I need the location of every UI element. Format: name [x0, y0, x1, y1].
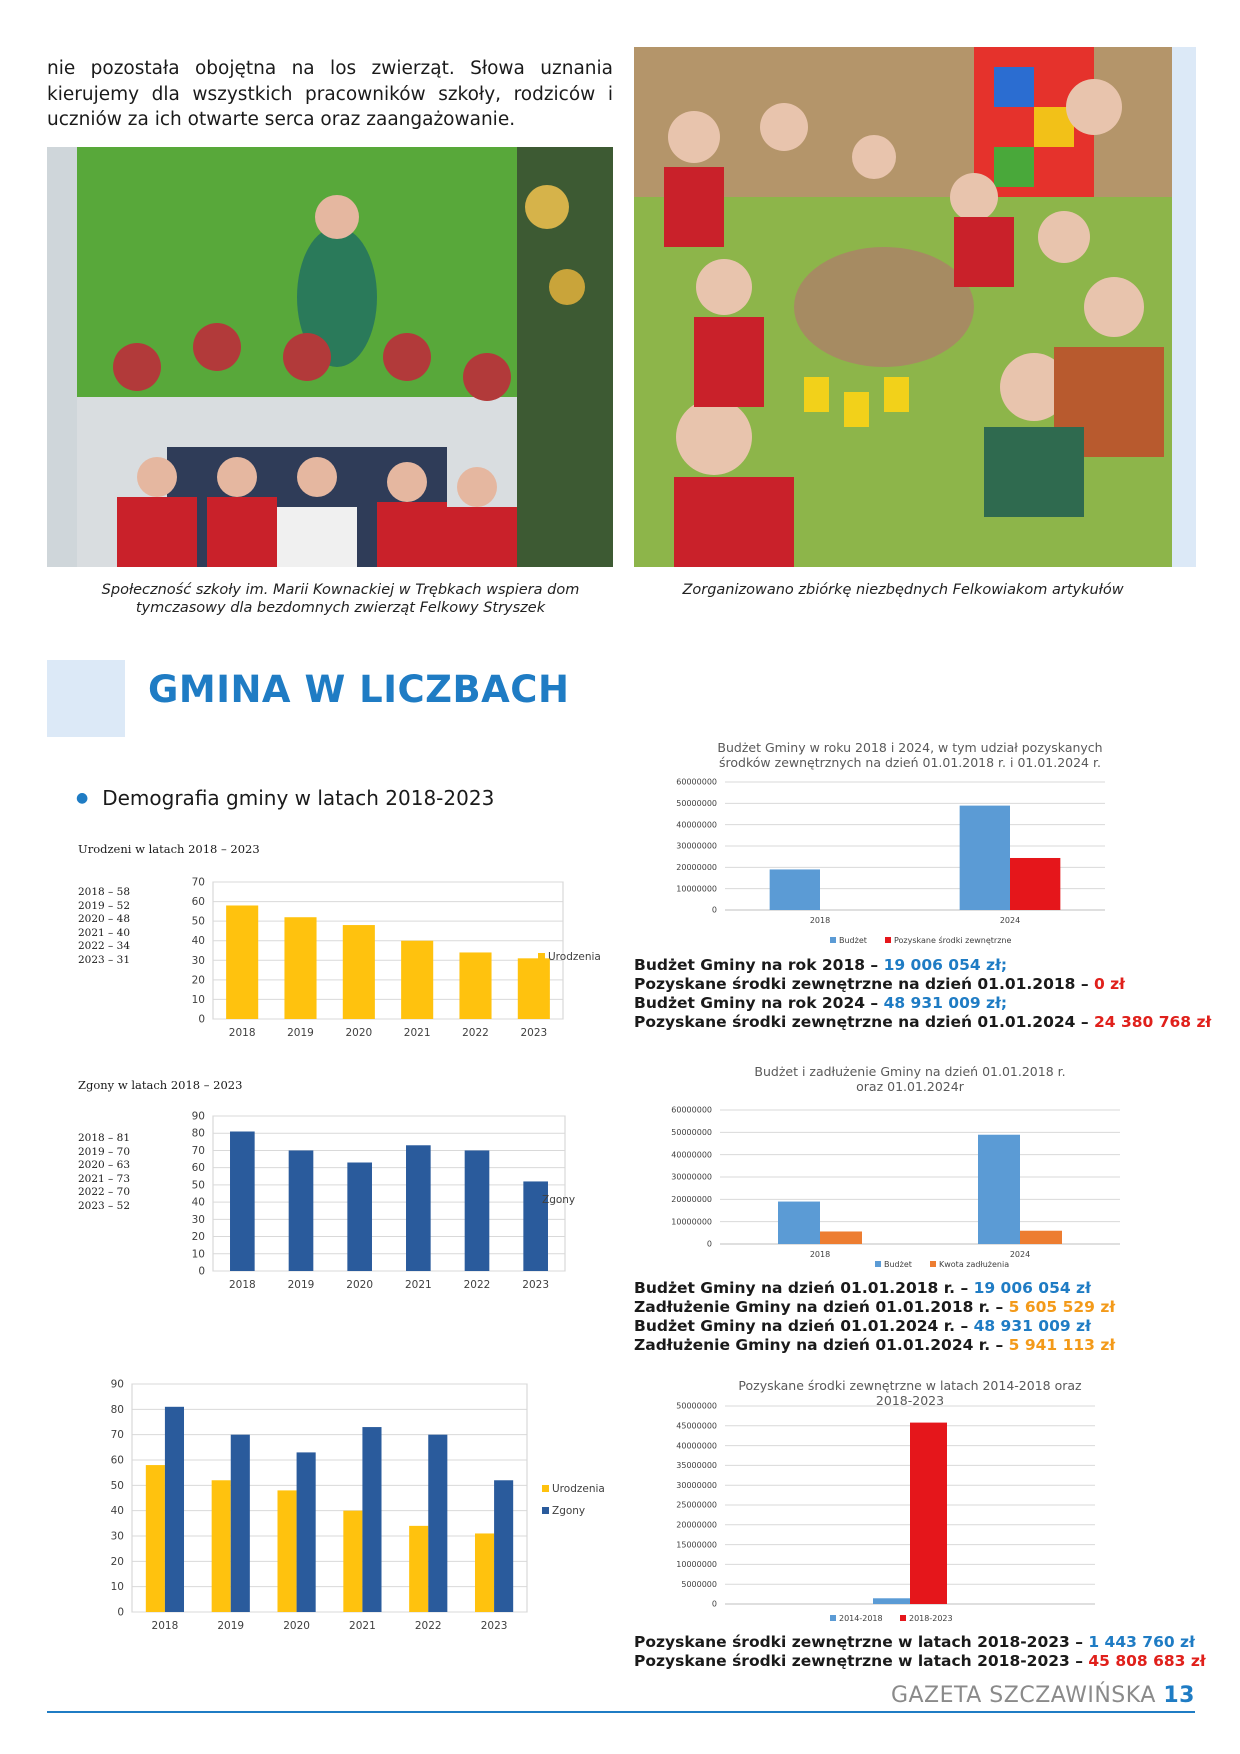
chart-bar: [343, 925, 375, 1019]
chart-x-tick: 2019: [217, 1620, 245, 1632]
chart-y-tick: 80: [110, 1403, 124, 1416]
chart-y-tick: 30000000: [676, 1480, 717, 1490]
chart-bar: [284, 917, 316, 1019]
chart-bar: [820, 1231, 862, 1244]
chart-x-tick: 2019: [287, 1027, 314, 1039]
funds-info-label: Pozyskane środki zewnętrzne w latach 2018-2023 –: [634, 1652, 1089, 1670]
chart-y-tick: 15000000: [676, 1540, 717, 1550]
chart-y-tick: 20000000: [671, 1195, 712, 1204]
births-list: [78, 886, 130, 967]
chart-title-line: 2018-2023: [875, 1393, 945, 1408]
chart-y-tick: 0: [198, 1013, 205, 1026]
funds-info-value: 45 808 683 zł: [1088, 1652, 1206, 1670]
births-list-item: 2019 – 52: [78, 899, 131, 912]
chart-bar: [428, 1435, 447, 1612]
chart-x-tick: 2024: [999, 916, 1021, 925]
births-list-item: 2018 – 58: [78, 886, 131, 898]
budget-info-line: [634, 1013, 1211, 1032]
chart-bar: [146, 1465, 165, 1612]
chart-y-tick: 10: [110, 1581, 124, 1594]
photo-school-children: [47, 147, 613, 567]
budget-info-value: 19 006 054 zł;: [883, 956, 1008, 974]
budget-info-line: [634, 956, 1211, 975]
chart-y-tick: 0: [117, 1606, 124, 1619]
chart-y-tick: 60000000: [676, 777, 717, 787]
chart-y-tick: 10000000: [671, 1217, 712, 1227]
deaths-list-item: 2022 – 70: [78, 1186, 131, 1198]
chart-y-tick: 70: [191, 1144, 205, 1157]
chart-x-tick: 2018: [809, 916, 831, 925]
chart-legend-swatch: [830, 937, 836, 943]
chart-legend-label: Budżet: [884, 1260, 912, 1269]
chart-x-tick: 2018: [809, 1250, 831, 1259]
chart-bar: [343, 1511, 362, 1612]
chart-y-tick: 40: [191, 935, 205, 948]
chart-x-tick: 2021: [349, 1620, 376, 1632]
budget-chart: [640, 738, 1180, 948]
chart-x-tick: 2019: [287, 1279, 315, 1291]
chart-y-tick: 35000000: [676, 1461, 717, 1471]
chart-y-tick: 10: [191, 993, 205, 1006]
budget-info-value: 24 380 768 zł: [1093, 1013, 1212, 1031]
chart-bar: [475, 1533, 494, 1612]
debt-info-value: 5 941 113 zł: [1008, 1336, 1116, 1354]
chart-title-line: Budżet i zadłużenie Gminy na dzień 01.01.2018 r.: [754, 1064, 1066, 1079]
births-heading: Urodzeni w latach 2018 – 2023: [78, 842, 260, 856]
chart-y-tick: 40000000: [676, 820, 717, 830]
chart-x-tick: 2022: [414, 1620, 442, 1632]
deaths-list-item: 2023 – 52: [78, 1199, 131, 1212]
funds-info: [634, 1633, 1206, 1671]
chart-legend-label: 2018-2023: [909, 1614, 953, 1623]
chart-title: [738, 1378, 1082, 1408]
births-chart: [160, 872, 620, 1052]
footer: [891, 1683, 1195, 1708]
chart-x-tick: 2021: [403, 1027, 431, 1039]
debt-info-value: 19 006 054 zł: [973, 1279, 1091, 1297]
chart-y-tick: 60: [110, 1454, 124, 1467]
chart-title-line: oraz 01.01.2024r: [856, 1079, 964, 1094]
budget-info-line: [634, 994, 1211, 1013]
chart-title-line: Pozyskane środki zewnętrzne w latach 2014-2018 oraz: [738, 1378, 1082, 1393]
chart-y-tick: 45000000: [676, 1421, 717, 1431]
chart-bar: [347, 1163, 372, 1272]
chart-bar: [362, 1427, 381, 1612]
chart-y-tick: 50: [191, 1179, 205, 1192]
chart-bar: [465, 1150, 490, 1271]
chart-legend-swatch: [830, 1615, 836, 1621]
chart-legend-label: Budżet: [839, 936, 867, 945]
footer-rule: [47, 1711, 1195, 1713]
budget-info-value: 0 zł: [1093, 975, 1125, 993]
chart-y-tick: 10000000: [676, 1560, 717, 1570]
chart-bar: [231, 1435, 250, 1612]
chart-legend-swatch: [875, 1261, 881, 1267]
chart-y-tick: 20: [191, 1231, 205, 1244]
combined-chart: [90, 1372, 630, 1632]
chart-legend-swatch: [542, 1507, 549, 1514]
chart-legend-swatch: [532, 1196, 539, 1203]
debt-info-line: [634, 1317, 1115, 1336]
chart-bar: [297, 1452, 316, 1612]
chart-legend-label: Zgony: [552, 1505, 586, 1517]
chart-y-tick: 30: [191, 954, 205, 967]
chart-legend-swatch: [900, 1615, 906, 1621]
chart-x-tick: 2020: [345, 1027, 373, 1039]
debt-info-line: [634, 1298, 1115, 1317]
chart-y-tick: 30: [110, 1530, 124, 1543]
debt-info-label: Budżet Gminy na dzień 01.01.2018 r. –: [634, 1279, 974, 1297]
debt-info-label: Zadłużenie Gminy na dzień 01.01.2024 r. –: [634, 1336, 1009, 1354]
chart-x-tick: 2020: [346, 1279, 374, 1291]
chart-bar: [1010, 858, 1060, 910]
chart-x-tick: 2018: [228, 1279, 256, 1291]
chart-legend-label: Urodzenia: [552, 1483, 605, 1495]
debt-info: [634, 1279, 1115, 1355]
bullet-dot: ●: [76, 790, 89, 806]
chart-legend-label: Urodzenia: [548, 951, 601, 963]
chart-bar: [778, 1202, 820, 1244]
deaths-list-item: 2019 – 70: [78, 1145, 131, 1158]
debt-info-value: 5 605 529 zł: [1008, 1298, 1116, 1316]
bullet-demography: [76, 786, 494, 810]
chart-y-tick: 20000000: [676, 863, 717, 872]
chart-x-tick: 2024: [1009, 1250, 1031, 1259]
chart-bar: [165, 1407, 184, 1612]
chart-y-tick: 10000000: [676, 884, 717, 894]
page-number: 13: [1163, 1683, 1195, 1708]
chart-y-tick: 0: [198, 1265, 205, 1278]
funds-info-line: [634, 1633, 1206, 1652]
chart-title-line: Budżet Gminy w roku 2018 i 2024, w tym udział pozyskanych: [717, 740, 1103, 755]
budget-info-line: [634, 975, 1211, 994]
chart-x-tick: 2021: [404, 1279, 432, 1291]
chart-bar: [277, 1490, 296, 1612]
chart-bar: [770, 869, 820, 910]
chart-y-tick: 30000000: [671, 1172, 712, 1182]
chart-bar: [459, 952, 491, 1019]
debt-chart: [640, 1062, 1180, 1272]
chart-x-tick: 2018: [151, 1620, 179, 1632]
chart-legend-swatch: [542, 1485, 549, 1492]
debt-info-label: Budżet Gminy na dzień 01.01.2024 r. –: [634, 1317, 974, 1335]
deaths-list-item: 2018 – 81: [78, 1132, 131, 1144]
chart-bar: [212, 1480, 231, 1612]
chart-y-tick: 20: [110, 1555, 124, 1568]
chart-bar: [873, 1598, 910, 1604]
chart-frame: [213, 1116, 565, 1271]
funds-info-line: [634, 1652, 1206, 1671]
funds-info-value: 1 443 760 zł: [1088, 1633, 1195, 1651]
chart-x-tick: 2023: [522, 1279, 550, 1291]
births-list-item: 2020 – 48: [78, 913, 131, 925]
chart-legend-swatch: [885, 937, 891, 943]
chart-y-tick: 50000000: [671, 1128, 712, 1137]
chart-y-tick: 40000000: [671, 1150, 712, 1160]
chart-y-tick: 70: [110, 1429, 124, 1442]
births-list-item: 2023 – 31: [78, 953, 131, 966]
chart-y-tick: 30000000: [676, 841, 717, 851]
chart-y-tick: 90: [110, 1378, 124, 1391]
chart-legend-label: 2014-2018: [839, 1614, 883, 1623]
chart-y-tick: 60000000: [671, 1105, 712, 1115]
chart-bar: [406, 1145, 431, 1271]
chart-legend-swatch: [538, 953, 545, 960]
chart-bar: [230, 1132, 255, 1272]
chart-legend-label: Zgony: [542, 1194, 576, 1206]
chart-bar: [910, 1423, 947, 1604]
bullet-text: Demografia gminy w latach 2018-2023: [102, 786, 495, 810]
chart-bar: [518, 958, 550, 1019]
chart-y-tick: 90: [191, 1110, 205, 1123]
chart-bar: [960, 806, 1010, 910]
section-square: [47, 660, 125, 737]
chart-x-tick: 2018: [228, 1027, 256, 1039]
chart-bar: [401, 941, 433, 1019]
chart-x-tick: 2020: [283, 1620, 310, 1632]
chart-y-tick: 0: [711, 905, 717, 915]
budget-info-label: Pozyskane środki zewnętrzne na dzień 01.01.2018 –: [634, 975, 1094, 993]
chart-bar: [978, 1135, 1020, 1244]
chart-y-tick: 40000000: [676, 1441, 717, 1451]
debt-info-value: 48 931 009 zł: [973, 1317, 1091, 1335]
chart-y-tick: 20: [191, 974, 205, 987]
chart-frame: [213, 882, 563, 1019]
chart-y-tick: 0: [706, 1239, 712, 1249]
chart-y-tick: 70: [191, 876, 205, 889]
caption-left: Społeczność szkoły im. Marii Kownackiej w Trębkach wspiera dom tymczasowy dla bezdomnych zwierząt Felkowy Stryszek: [101, 582, 580, 616]
chart-bar: [226, 905, 258, 1019]
chart-frame: [132, 1384, 527, 1612]
budget-info-label: Budżet Gminy na rok 2024 –: [634, 994, 884, 1012]
chart-x-tick: 2023: [520, 1027, 548, 1039]
chart-title: [717, 740, 1102, 770]
budget-info: [634, 956, 1211, 1032]
chart-x-tick: 2022: [462, 1027, 489, 1039]
budget-info-label: Pozyskane środki zewnętrzne na dzień 01.01.2024 –: [634, 1013, 1094, 1031]
chart-y-tick: 50000000: [676, 799, 717, 808]
debt-info-line: [634, 1279, 1115, 1298]
funds-info-label: Pozyskane środki zewnętrzne w latach 2018-2023 –: [634, 1633, 1089, 1651]
chart-bar: [1020, 1231, 1062, 1244]
footer-name: GAZETA SZCZAWIŃSKA: [890, 1683, 1156, 1708]
chart-legend-label: Pozyskane środki zewnętrzne: [894, 936, 1012, 945]
deaths-heading: Zgony w latach 2018 – 2023: [78, 1078, 243, 1092]
chart-y-tick: 0: [711, 1599, 717, 1609]
deaths-list-item: 2020 – 63: [78, 1159, 131, 1171]
photo-preschool-collection: [634, 47, 1172, 567]
section-title: GMINA W LICZBACH: [148, 668, 570, 711]
chart-y-tick: 50: [191, 915, 205, 928]
chart-bar: [494, 1480, 513, 1612]
deaths-list-item: 2021 – 73: [78, 1172, 131, 1185]
chart-x-tick: 2022: [463, 1279, 491, 1291]
budget-info-label: Budżet Gminy na rok 2018 –: [634, 956, 884, 974]
chart-y-tick: 30: [191, 1213, 205, 1226]
debt-info-label: Zadłużenie Gminy na dzień 01.01.2018 r. –: [634, 1298, 1009, 1316]
chart-title: [754, 1064, 1065, 1094]
chart-y-tick: 60: [191, 896, 205, 909]
funds-chart: [640, 1376, 1180, 1626]
chart-y-tick: 50: [110, 1479, 124, 1492]
chart-y-tick: 40: [191, 1196, 205, 1209]
deaths-chart: [160, 1108, 620, 1294]
decorative-strip: [1172, 47, 1196, 567]
budget-info-value: 48 931 009 zł;: [883, 994, 1008, 1012]
chart-y-tick: 5000000: [681, 1579, 717, 1589]
chart-y-tick: 80: [191, 1127, 205, 1140]
chart-bar: [409, 1526, 428, 1612]
chart-title-line: środków zewnętrznych na dzień 01.01.2018 r. i 01.01.2024 r.: [719, 755, 1101, 770]
debt-info-line: [634, 1336, 1115, 1355]
chart-bar: [289, 1150, 314, 1271]
births-list-item: 2022 – 34: [78, 940, 131, 952]
chart-y-tick: 60: [191, 1162, 205, 1175]
chart-legend-swatch: [930, 1261, 936, 1267]
chart-y-tick: 10: [191, 1248, 205, 1261]
chart-x-tick: 2023: [480, 1620, 508, 1632]
deaths-list: [78, 1132, 130, 1213]
chart-y-tick: 20000000: [676, 1520, 717, 1530]
caption-right: Zorganizowano zbiórkę niezbędnych Felkowiakom artykułów: [682, 582, 1124, 598]
chart-legend-label: Kwota zadłużenia: [939, 1260, 1010, 1269]
intro-paragraph: nie pozostała obojętna na los zwierząt. Słowa uznania kierujemy dla wszystkich pracowników szkoły, rodziców i uczniów za ich otwarte serca oraz zaangażowanie.: [47, 58, 613, 130]
chart-y-tick: 40: [110, 1505, 124, 1518]
chart-y-tick: 50000000: [676, 1401, 717, 1411]
births-list-item: 2021 – 40: [78, 926, 131, 939]
chart-y-tick: 25000000: [676, 1500, 717, 1510]
